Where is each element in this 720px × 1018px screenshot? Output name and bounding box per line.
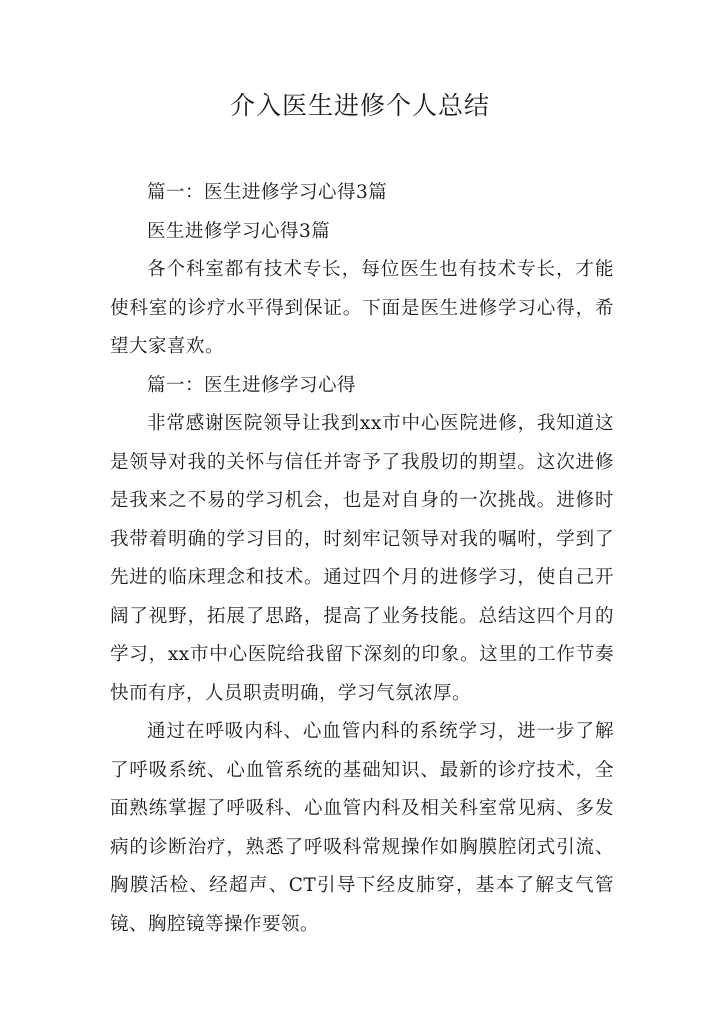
paragraph: 篇一：医生进修学习心得 xyxy=(147,374,357,396)
paragraph: 篇一：医生进修学习心得3篇 xyxy=(147,182,388,203)
paragraph: 通过在呼吸内科、心血管内科的系统学习，进一步了解了呼吸系统、心血管系统的基础知识、最新的诊疗技术，全面熟练掌握了呼吸科、心血管内科及相关科室常见病、多发病的诊断治疗，熟悉了呼吸科常规操作如胸膜腔闭式引流、胸膜活检、经超声、CT引导下经皮肺穿，基本了解支气管镜、胸腔镜等操作要领。 xyxy=(110,721,614,935)
document-body xyxy=(110,174,614,944)
document-title: 介入医生进修个人总结 xyxy=(229,91,490,120)
paragraph: 非常感谢医院领导让我到xx市中心医院进修，我知道这是领导对我的关怀与信任并寄予了我殷切的期望。这次进修是我来之不易的学习机会，也是对自身的一次挑战。进修时我带着明确的学习目的，时刻牢记领导对我的嘱咐，学到了先进的临床理念和技术。通过四个月的进修学习，使自己开阔了视野，拓展了思路，提高了业务技能。总结这四个月的学习，xx市中心医院给我留下深刻的印象。这里的工作节奏快而有序，人员职责明确，学习气氛浓厚。 xyxy=(110,413,614,704)
paragraph: 医生进修学习心得3篇 xyxy=(147,220,331,242)
paragraph: 各个科室都有技术专长，每位医生也有技术专长，才能使科室的诊疗水平得到保证。下面是医生进修学习心得，希望大家喜欢。 xyxy=(110,259,614,357)
